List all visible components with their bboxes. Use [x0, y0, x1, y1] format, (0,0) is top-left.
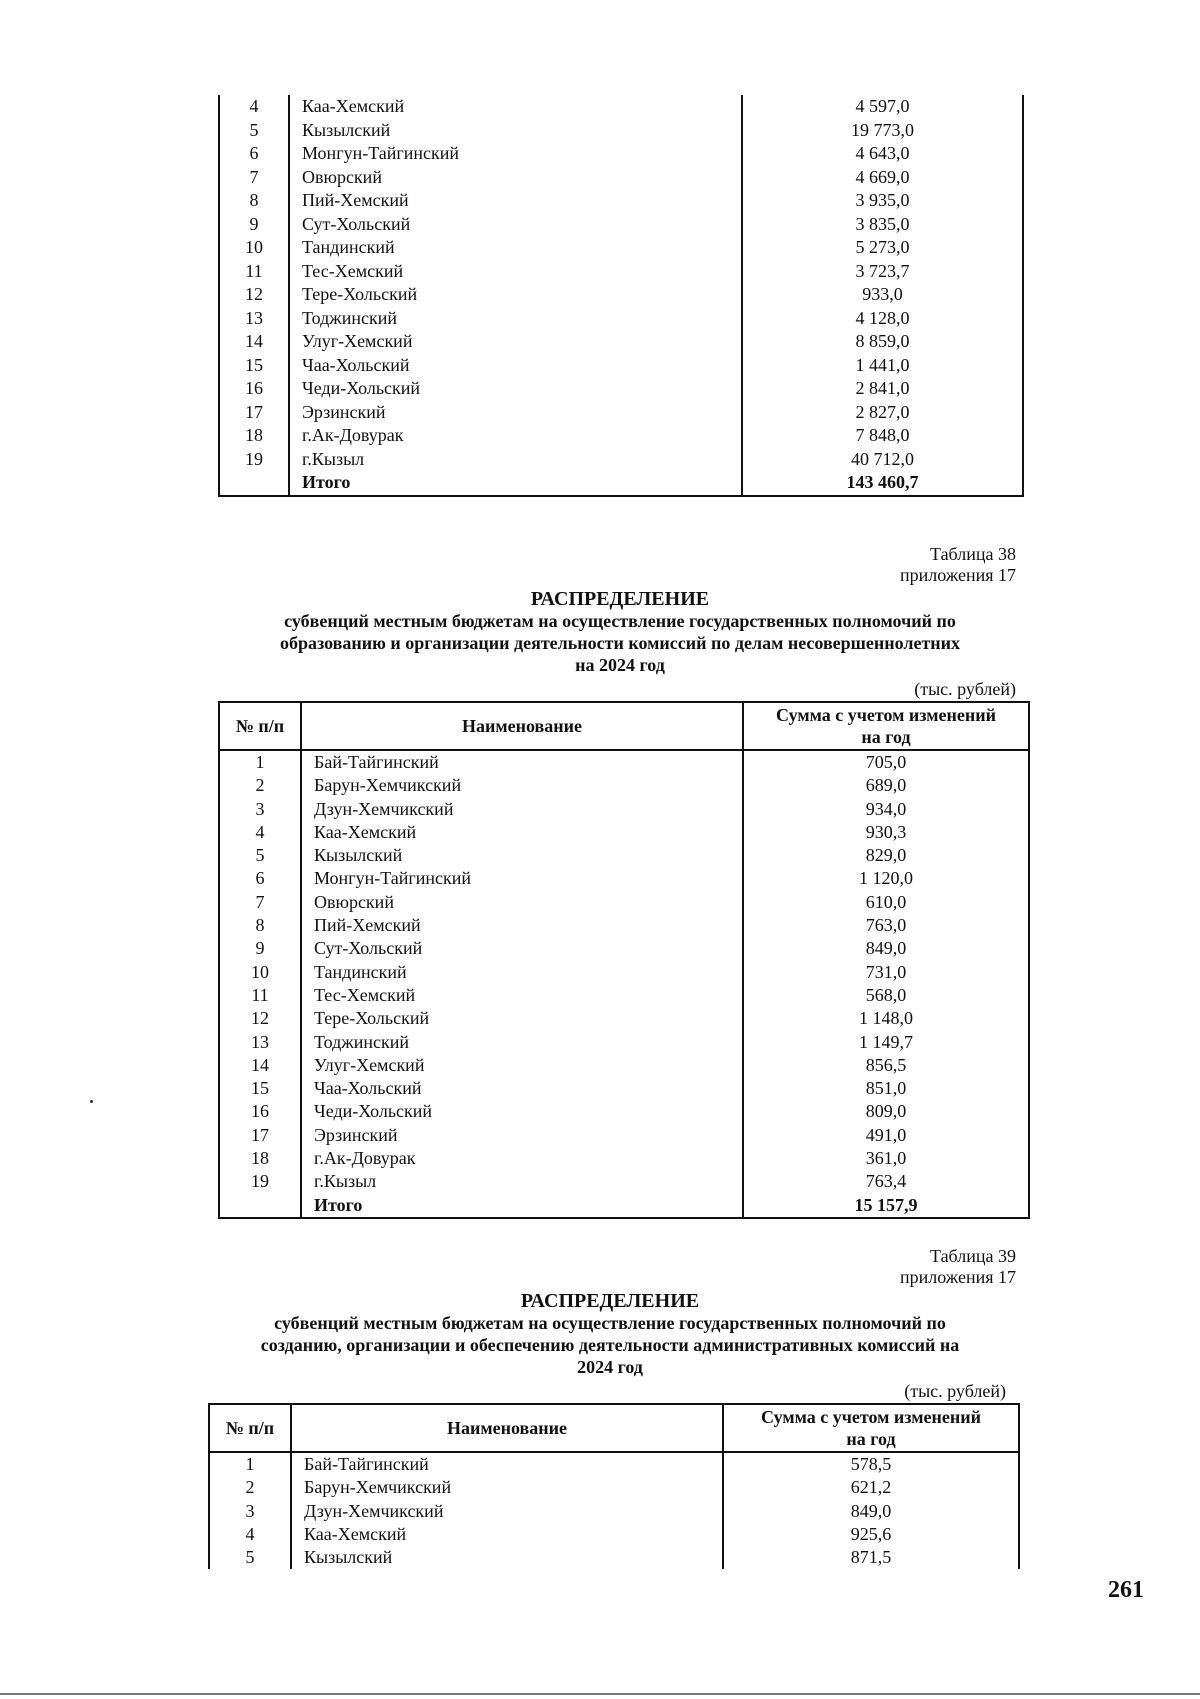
row-sum: 1 149,7 — [743, 1031, 1029, 1054]
row-number: 7 — [219, 891, 301, 914]
total-label: Итого — [289, 471, 742, 496]
column-header-sum-line1: Сумма с учетом изменений — [761, 1407, 981, 1427]
row-sum: 4 643,0 — [742, 142, 1023, 166]
table-row — [219, 1077, 1029, 1100]
row-name: Монгун-Тайгинский — [289, 142, 742, 166]
row-name: Тандинский — [301, 961, 743, 984]
table-row — [219, 377, 1023, 401]
row-number: 15 — [219, 354, 289, 378]
row-name: Улуг-Хемский — [301, 1054, 743, 1077]
table-row — [219, 1170, 1029, 1193]
row-sum: 829,0 — [743, 844, 1029, 867]
row-number: 6 — [219, 867, 301, 890]
table-row — [219, 236, 1023, 260]
row-sum: 849,0 — [743, 937, 1029, 960]
row-number: 17 — [219, 401, 289, 425]
total-row — [219, 471, 1023, 496]
row-name: Кызылский — [301, 844, 743, 867]
table-row — [219, 1031, 1029, 1054]
row-number: 14 — [219, 1054, 301, 1077]
row-name: Пий-Хемский — [289, 189, 742, 213]
row-number: 3 — [209, 1500, 291, 1523]
table-row — [219, 166, 1023, 190]
table-row — [219, 1100, 1029, 1123]
row-name: Каа-Хемский — [291, 1523, 723, 1546]
row-name: Дзун-Хемчикский — [301, 798, 743, 821]
table-row — [219, 119, 1023, 143]
row-number: 8 — [219, 189, 289, 213]
row-number: 10 — [219, 961, 301, 984]
row-name: Тес-Хемский — [289, 260, 742, 284]
row-number: 19 — [219, 448, 289, 472]
row-number: 16 — [219, 1100, 301, 1123]
row-sum: 8 859,0 — [742, 330, 1023, 354]
row-name: Каа-Хемский — [301, 821, 743, 844]
row-name: г.Кызыл — [289, 448, 742, 472]
row-number: 1 — [219, 750, 301, 774]
total-value: 15 157,9 — [743, 1194, 1029, 1218]
row-sum: 2 841,0 — [742, 377, 1023, 401]
row-number: 19 — [219, 1170, 301, 1193]
table-row — [219, 821, 1029, 844]
row-name: Бай-Тайгинский — [291, 1452, 723, 1476]
row-sum: 930,3 — [743, 821, 1029, 844]
row-sum: 4 669,0 — [742, 166, 1023, 190]
table-39-caption — [700, 1246, 1016, 1288]
column-header-name: Наименование — [301, 702, 743, 750]
total-label: Итого — [301, 1194, 743, 1218]
row-name: г.Кызыл — [301, 1170, 743, 1193]
column-header-sum-line2: на год — [861, 727, 911, 747]
row-name: Эрзинский — [289, 401, 742, 425]
row-number: 18 — [219, 1147, 301, 1170]
row-sum: 491,0 — [743, 1124, 1029, 1147]
table-38-subtitle-3: на 2024 год — [575, 655, 665, 675]
total-row — [219, 1194, 1029, 1218]
scan-speck — [90, 1100, 93, 1103]
row-name: г.Ак-Довурак — [301, 1147, 743, 1170]
table-row — [219, 95, 1023, 119]
row-sum: 763,0 — [743, 914, 1029, 937]
row-name: Сут-Хольский — [289, 213, 742, 237]
row-number: 4 — [219, 821, 301, 844]
table-row — [209, 1546, 1019, 1569]
table-37-continuation — [218, 95, 1024, 497]
table-row — [219, 213, 1023, 237]
table-39-subtitle-1: субвенций местным бюджетам на осуществление государственных полномочий по — [274, 1313, 946, 1333]
row-name: Кызылский — [289, 119, 742, 143]
row-sum: 4 597,0 — [742, 95, 1023, 119]
table-row — [219, 984, 1029, 1007]
page-number: 261 — [1108, 1577, 1144, 1603]
row-sum: 621,2 — [723, 1476, 1019, 1499]
column-header-number: № п/п — [209, 1404, 291, 1452]
row-name: Тере-Хольский — [301, 1007, 743, 1030]
row-name: Чеди-Хольский — [301, 1100, 743, 1123]
table-row — [219, 307, 1023, 331]
row-sum: 763,4 — [743, 1170, 1029, 1193]
table-39-heading — [208, 1290, 1012, 1378]
table-39-number: Таблица 39 — [930, 1246, 1016, 1266]
table-row — [219, 774, 1029, 797]
row-name: Улуг-Хемский — [289, 330, 742, 354]
table-row — [219, 1007, 1029, 1030]
table-row — [219, 844, 1029, 867]
row-sum: 578,5 — [723, 1452, 1019, 1476]
total-number — [219, 471, 289, 496]
row-name: Тандинский — [289, 236, 742, 260]
row-sum: 568,0 — [743, 984, 1029, 1007]
row-number: 18 — [219, 424, 289, 448]
row-number: 11 — [219, 260, 289, 284]
row-number: 6 — [219, 142, 289, 166]
row-sum: 849,0 — [723, 1500, 1019, 1523]
table-row — [219, 189, 1023, 213]
column-header-sum-line1: Сумма с учетом изменений — [776, 705, 996, 725]
table-row — [219, 891, 1029, 914]
row-sum: 925,6 — [723, 1523, 1019, 1546]
table-row — [219, 283, 1023, 307]
table-row — [219, 330, 1023, 354]
row-name: Кызылский — [291, 1546, 723, 1569]
row-number: 13 — [219, 1031, 301, 1054]
row-number: 17 — [219, 1124, 301, 1147]
table-row — [219, 867, 1029, 890]
table-row — [219, 424, 1023, 448]
row-sum: 856,5 — [743, 1054, 1029, 1077]
row-sum: 361,0 — [743, 1147, 1029, 1170]
row-sum: 4 128,0 — [742, 307, 1023, 331]
table-row — [219, 914, 1029, 937]
row-name: г.Ак-Довурак — [289, 424, 742, 448]
table-row — [219, 798, 1029, 821]
row-name: Овюрский — [301, 891, 743, 914]
row-sum: 851,0 — [743, 1077, 1029, 1100]
column-header-sum-line2: на год — [846, 1429, 896, 1449]
row-name: Барун-Хемчикский — [291, 1476, 723, 1499]
table-row — [219, 750, 1029, 774]
row-name: Чаа-Хольский — [289, 354, 742, 378]
row-sum: 1 148,0 — [743, 1007, 1029, 1030]
table-row — [219, 354, 1023, 378]
table-39-appendix: приложения 17 — [899, 1267, 1016, 1287]
row-number: 14 — [219, 330, 289, 354]
row-sum: 934,0 — [743, 798, 1029, 821]
row-name: Пий-Хемский — [301, 914, 743, 937]
row-number: 5 — [209, 1546, 291, 1569]
table-39 — [208, 1403, 1020, 1569]
row-sum: 40 712,0 — [742, 448, 1023, 472]
table-38-heading — [218, 588, 1022, 676]
row-sum: 19 773,0 — [742, 119, 1023, 143]
row-sum: 2 827,0 — [742, 401, 1023, 425]
row-number: 9 — [219, 213, 289, 237]
row-name: Тере-Хольский — [289, 283, 742, 307]
row-name: Монгун-Тайгинский — [301, 867, 743, 890]
row-number: 4 — [219, 95, 289, 119]
table-row — [219, 1147, 1029, 1170]
row-name: Овюрский — [289, 166, 742, 190]
table-row — [219, 401, 1023, 425]
row-number: 3 — [219, 798, 301, 821]
table-38-number: Таблица 38 — [930, 544, 1016, 564]
table-38-appendix: приложения 17 — [899, 565, 1016, 585]
table-39-subtitle-2: созданию, организации и обеспечению деятельности административных комиссий на — [260, 1335, 960, 1355]
row-sum: 610,0 — [743, 891, 1029, 914]
column-header-name: Наименование — [291, 1404, 723, 1452]
row-name: Тоджинский — [289, 307, 742, 331]
table-row — [219, 961, 1029, 984]
row-sum: 3 935,0 — [742, 189, 1023, 213]
row-sum: 1 120,0 — [743, 867, 1029, 890]
table-38-subtitle-2: образованию и организации деятельности комиссий по делам несовершеннолетних — [279, 633, 961, 653]
column-header-number: № п/п — [219, 702, 301, 750]
table-row — [209, 1476, 1019, 1499]
row-sum: 7 848,0 — [742, 424, 1023, 448]
table-row — [219, 260, 1023, 284]
row-number: 10 — [219, 236, 289, 260]
table-row — [219, 1054, 1029, 1077]
table-row — [219, 448, 1023, 472]
row-sum: 705,0 — [743, 750, 1029, 774]
table-row — [209, 1523, 1019, 1546]
row-number: 5 — [219, 119, 289, 143]
scan-edge-line — [0, 1693, 1200, 1695]
table-38-units: (тыс. рублей) — [914, 679, 1016, 699]
row-name: Бай-Тайгинский — [301, 750, 743, 774]
row-number: 16 — [219, 377, 289, 401]
row-number: 5 — [219, 844, 301, 867]
table-row — [219, 937, 1029, 960]
table-38 — [218, 701, 1030, 1219]
row-name: Сут-Хольский — [301, 937, 743, 960]
table-39-title: РАСПРЕДЕЛЕНИЕ — [520, 1290, 700, 1312]
row-name: Тес-Хемский — [301, 984, 743, 1007]
total-number — [219, 1194, 301, 1218]
row-number: 2 — [219, 774, 301, 797]
row-name: Чеди-Хольский — [289, 377, 742, 401]
row-name: Барун-Хемчикский — [301, 774, 743, 797]
row-name: Чаа-Хольский — [301, 1077, 743, 1100]
row-number: 1 — [209, 1452, 291, 1476]
row-sum: 1 441,0 — [742, 354, 1023, 378]
row-number: 12 — [219, 283, 289, 307]
table-38-title: РАСПРЕДЕЛЕНИЕ — [530, 588, 710, 610]
row-name: Тоджинский — [301, 1031, 743, 1054]
total-value: 143 460,7 — [742, 471, 1023, 496]
row-number: 13 — [219, 307, 289, 331]
row-name: Дзун-Хемчикский — [291, 1500, 723, 1523]
row-sum: 809,0 — [743, 1100, 1029, 1123]
row-number: 11 — [219, 984, 301, 1007]
table-39-subtitle-3: 2024 год — [577, 1357, 643, 1377]
column-header-sum — [723, 1404, 1019, 1452]
table-row — [209, 1452, 1019, 1476]
column-header-sum — [743, 702, 1029, 750]
row-sum: 3 723,7 — [742, 260, 1023, 284]
table-row — [219, 1124, 1029, 1147]
row-number: 4 — [209, 1523, 291, 1546]
row-number: 7 — [219, 166, 289, 190]
row-number: 9 — [219, 937, 301, 960]
table-38-subtitle-1: субвенций местным бюджетам на осуществление государственных полномочий по — [284, 611, 956, 631]
row-number: 2 — [209, 1476, 291, 1499]
row-number: 15 — [219, 1077, 301, 1100]
row-number: 12 — [219, 1007, 301, 1030]
row-name: Каа-Хемский — [289, 95, 742, 119]
row-sum: 933,0 — [742, 283, 1023, 307]
row-sum: 5 273,0 — [742, 236, 1023, 260]
row-sum: 689,0 — [743, 774, 1029, 797]
table-39-units: (тыс. рублей) — [904, 1381, 1006, 1401]
row-sum: 3 835,0 — [742, 213, 1023, 237]
row-number: 8 — [219, 914, 301, 937]
row-sum: 871,5 — [723, 1546, 1019, 1569]
row-sum: 731,0 — [743, 961, 1029, 984]
row-name: Эрзинский — [301, 1124, 743, 1147]
table-38-caption — [700, 544, 1016, 586]
table-row — [219, 142, 1023, 166]
table-row — [209, 1500, 1019, 1523]
